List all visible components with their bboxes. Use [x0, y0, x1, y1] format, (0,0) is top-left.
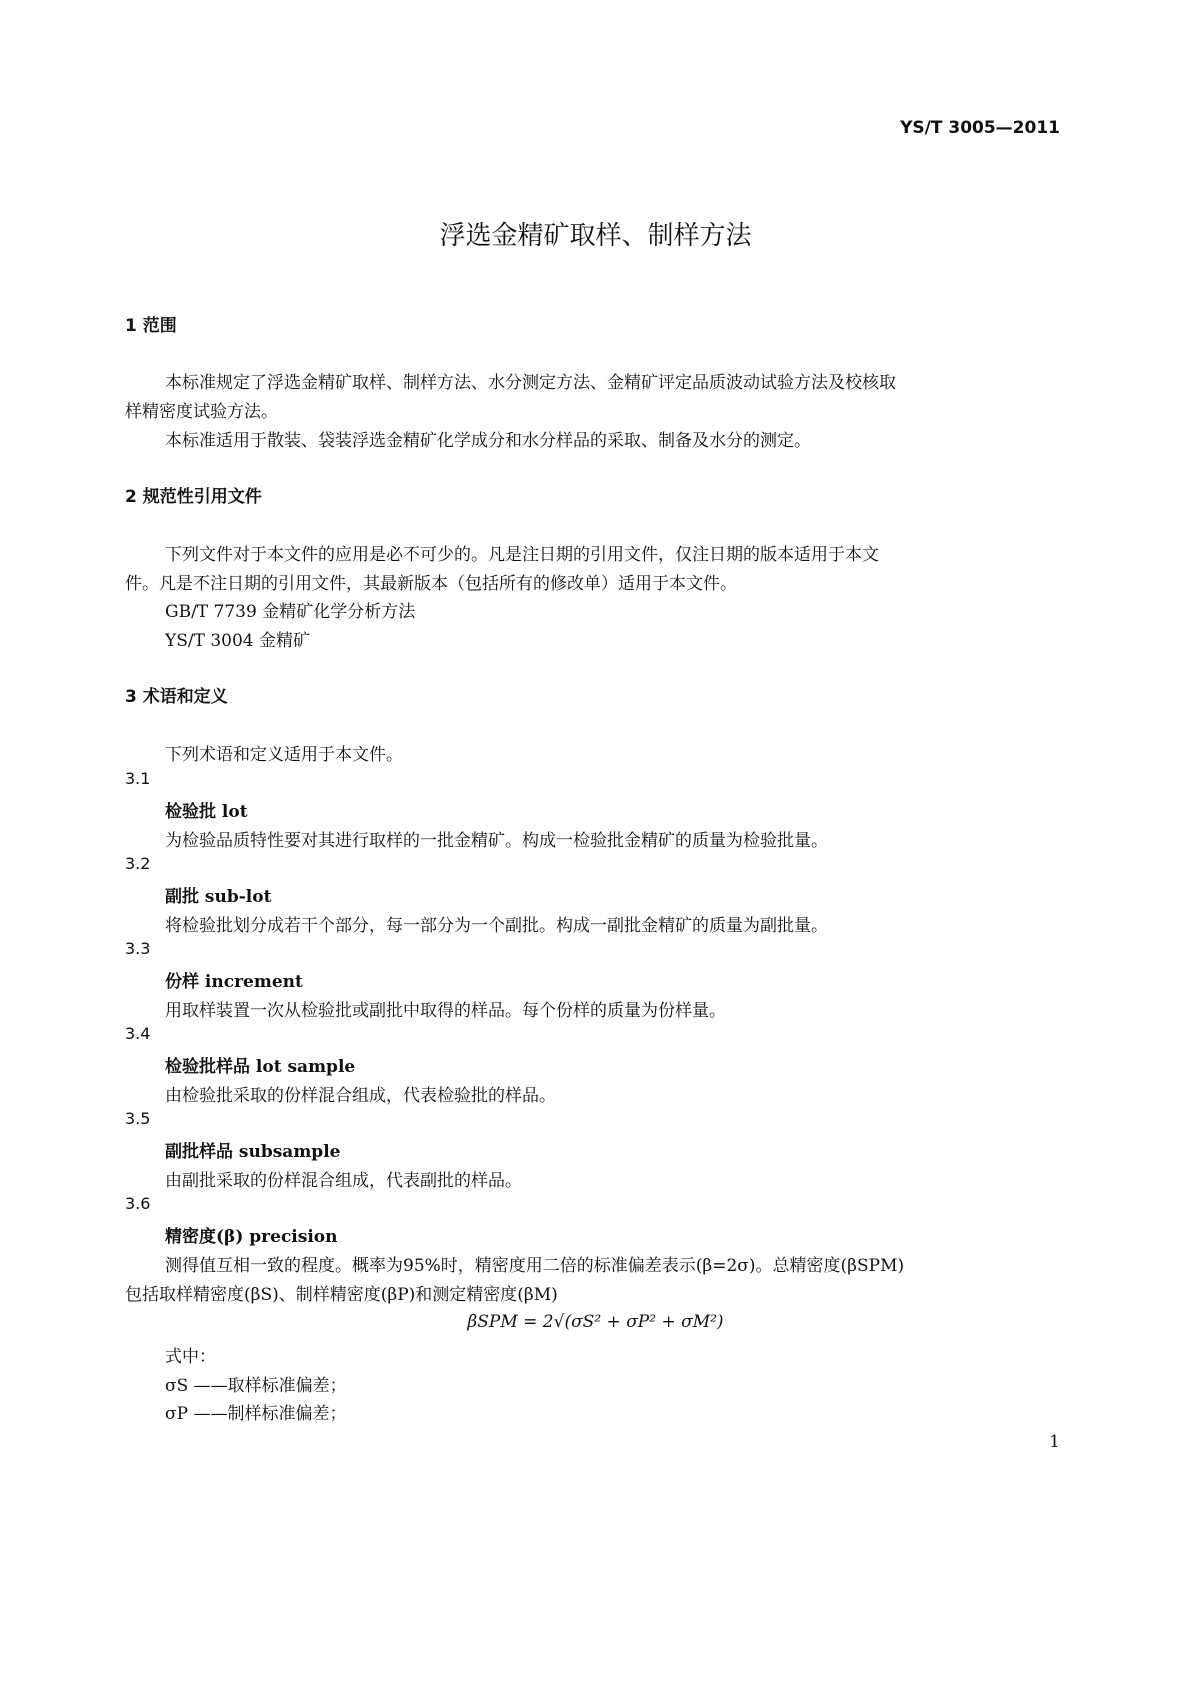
paragraph: 下列文件对于本文件的应用是必不可少的。凡是注日期的引用文件，仅注日期的版本适用于本文	[165, 545, 879, 565]
term-title: 副批样品 subsample	[165, 1142, 341, 1162]
variable-definition: σS ——取样标准偏差；	[165, 1376, 347, 1396]
term-definition: 将检验批划分成若干个部分，每一部分为一个副批。构成一副批金精矿的质量为副批量。	[165, 916, 828, 936]
paragraph: 下列术语和定义适用于本文件。	[165, 745, 403, 765]
page-title: 浮选金精矿取样、制样方法	[439, 221, 752, 251]
section-heading: 2 规范性引用文件	[125, 487, 262, 507]
section-heading: 3 术语和定义	[125, 687, 228, 707]
page-number: 1	[1049, 1432, 1060, 1452]
term-definition: 由检验批采取的份样混合组成，代表检验批的样品。	[165, 1086, 556, 1106]
term-definition: 为检验品质特性要对其进行取样的一批金精矿。构成一检验批金精矿的质量为检验批量。	[165, 831, 828, 851]
doc-id: YS/T 3005—2011	[900, 118, 1060, 138]
paragraph: 本标准规定了浮选金精矿取样、制样方法、水分测定方法、金精矿评定品质波动试验方法及校核取	[165, 373, 896, 393]
paragraph: 样精密度试验方法。	[125, 402, 278, 422]
term-number: 3.4	[125, 1024, 151, 1043]
term-title: 检验批 lot	[165, 802, 248, 822]
term-definition: 测得值互相一致的程度。概率为95%时，精密度用二倍的标准偏差表示(β=2σ)。总精密度(βSPM)	[165, 1256, 905, 1276]
term-number: 3.5	[125, 1109, 151, 1128]
term-number: 3.6	[125, 1194, 151, 1213]
term-number: 3.2	[125, 854, 151, 873]
where-label: 式中：	[165, 1347, 216, 1367]
paragraph: 本标准适用于散装、袋装浮选金精矿化学成分和水分样品的采取、制备及水分的测定。	[165, 431, 811, 451]
reference: YS/T 3004 金精矿	[165, 631, 311, 651]
term-title: 副批 sub-lot	[165, 887, 272, 907]
section-heading: 1 范围	[125, 316, 177, 336]
reference: GB/T 7739 金精矿化学分析方法	[165, 602, 416, 622]
term-number: 3.1	[125, 769, 151, 788]
term-title: 精密度(β) precision	[165, 1227, 338, 1247]
term-definition: 包括取样精密度(βS)、制样精密度(βP)和测定精密度(βM)	[125, 1285, 558, 1305]
paragraph: 件。凡是不注日期的引用文件，其最新版本（包括所有的修改单）适用于本文件。	[125, 574, 737, 594]
term-definition: 由副批采取的份样混合组成，代表副批的样品。	[165, 1171, 522, 1191]
term-title: 份样 increment	[165, 972, 303, 992]
term-definition: 用取样装置一次从检验批或副批中取得的样品。每个份样的质量为份样量。	[165, 1001, 726, 1021]
term-title: 检验批样品 lot sample	[165, 1057, 356, 1077]
formula: βSPM = 2√(σS² + σP² + σM²)	[467, 1312, 724, 1332]
term-number: 3.3	[125, 939, 151, 958]
variable-definition: σP ——制样标准偏差；	[165, 1404, 347, 1424]
